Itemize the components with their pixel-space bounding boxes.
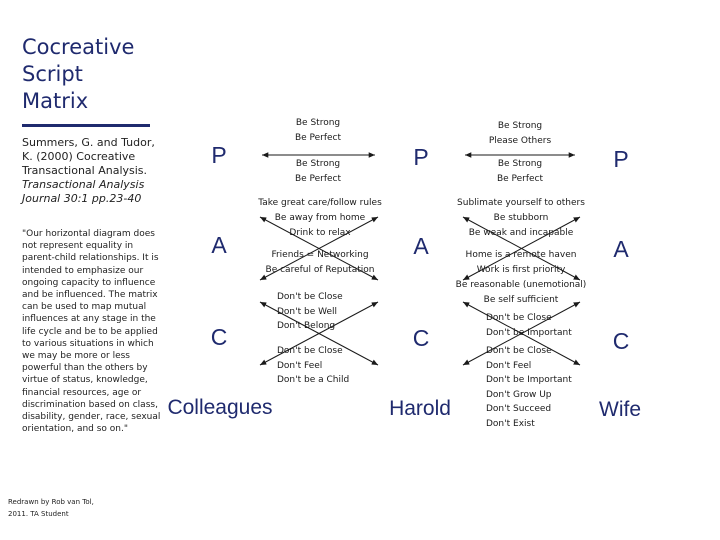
message: Don't be Well [277, 306, 338, 317]
message: Don't be Close [277, 346, 343, 356]
message: Friends = Networking [271, 250, 369, 260]
harold-child: C [412, 325, 430, 351]
message: Take great care/follow rules [258, 198, 382, 208]
c-left-bottom-messages [277, 344, 349, 388]
citation-authors: Summers, G. and Tudor, K. (2000) Cocreative Transactional Analysis. [22, 136, 155, 177]
message: Be Perfect [294, 174, 342, 184]
message: Be Perfect [496, 174, 544, 184]
harold-adult: A [413, 233, 429, 259]
credit-line-1: Redrawn by Rob van Tol, [8, 498, 94, 506]
p-right-bottom-messages [460, 157, 580, 187]
message: Don't Feel [277, 360, 323, 371]
message: Be Strong [497, 159, 543, 169]
c-left-top-messages [277, 290, 343, 334]
message: Be weak and incapable [468, 228, 574, 238]
p-right-top-messages [460, 119, 580, 149]
message: Be Perfect [294, 133, 342, 143]
message: Sublimate yourself to others [457, 198, 585, 208]
page-title: Cocreative Script Matrix [22, 35, 135, 113]
message: Be away from home [274, 213, 366, 223]
message: Be stubborn [493, 213, 549, 223]
message: Be Strong [497, 121, 543, 131]
message: Don't be a Child [277, 375, 350, 385]
a-left-top-messages [245, 196, 395, 241]
message: Don't be Close [486, 313, 552, 323]
quote-text: "Our horizontal diagram does not represent equality in parent-child relationships. It is intended to emphasize our ongoing capacity to influence and be influenced. The matrix can be used to map mutual influences at any stage in the life cycle and be to be applied to various situations in which we may be more or less powerful than the others by virtue of status, knowledge, financial resources, age or discrimination based on class, disability, gender, race, sexual orientation, and so on." [22, 229, 161, 435]
message: Don't be Close [277, 292, 343, 302]
p-left-top-messages [258, 116, 378, 146]
credit-line-2: 2011. TA Student [8, 510, 69, 518]
message: Don't Succeed [486, 404, 552, 414]
message: Don't be Close [486, 346, 552, 356]
message: Be reasonable (unemotional) [455, 280, 587, 290]
c-right-top-messages [486, 311, 572, 340]
message: Don't Exist [486, 418, 535, 429]
message: Please Others [488, 136, 552, 146]
column-harold: Harold [389, 397, 451, 420]
a-left-bottom-messages [245, 248, 395, 278]
column-colleagues: Colleagues [167, 396, 273, 419]
message: Be Strong [295, 118, 341, 128]
colleagues-child: C [210, 324, 228, 350]
wife-adult: A [613, 236, 629, 262]
message: Work is first priority [476, 265, 566, 275]
message: Drink to relax [289, 228, 351, 238]
message: Be careful of Reputation [265, 265, 375, 275]
harold-parent: P [413, 144, 429, 170]
message: Home is a remote haven [465, 250, 577, 260]
colleagues-adult: A [211, 232, 227, 258]
citation-journal: Transactional Analysis Journal 30:1 pp.23-40 [22, 178, 145, 205]
a-right-bottom-messages [446, 248, 596, 308]
c-right-bottom-messages [486, 344, 572, 431]
message: Be self sufficient [483, 295, 559, 305]
message: Don't be Important [486, 327, 572, 338]
a-right-top-messages [446, 196, 596, 241]
message: Don't Feel [486, 360, 532, 371]
message: Don't be Important [486, 375, 572, 385]
message: Don't Grow Up [486, 389, 552, 400]
wife-parent: P [613, 146, 629, 172]
message: Be Strong [295, 159, 341, 169]
message: Don't Belong [277, 321, 336, 331]
column-wife: Wife [599, 398, 641, 421]
wife-child: C [612, 328, 630, 354]
colleagues-parent: P [211, 142, 227, 168]
p-left-bottom-messages [258, 157, 378, 187]
